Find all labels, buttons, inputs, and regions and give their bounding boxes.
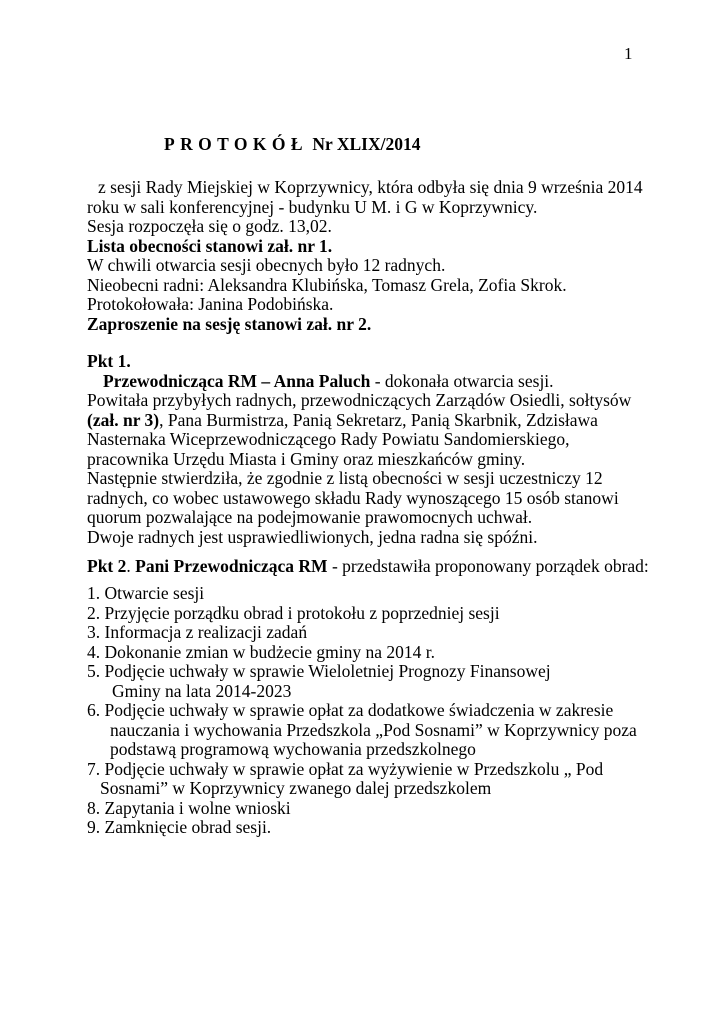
intro-line: Sesja rozpoczęła się o godz. 13,02. [87, 216, 332, 236]
pkt1-line: pracownika Urzędu Miasta i Gminy oraz mieszkańców gminy. [87, 448, 526, 469]
page-number: 1 [624, 44, 633, 63]
pkt2-rest: - przedstawiła proponowany porządek obrad: [327, 556, 649, 576]
agenda-item: 6. Podjęcie uchwały w sprawie opłat za dodatkowe świadczenia w zakresie [87, 700, 614, 720]
agenda-item: 3. Informacja z realizacji zadań [87, 622, 308, 642]
intro-section [87, 178, 717, 334]
agenda-item-cont: Gminy na lata 2014-2023 [112, 680, 292, 701]
agenda-item: 7. Podjęcie uchwały w sprawie opłat za wyżywienie w Przedszkolu „ Pod [87, 758, 604, 779]
pkt1-line: Dwoje radnych jest usprawiedliwionych, jedna radna się spóźni. [87, 526, 538, 547]
agenda-item-cont: podstawą programową wychowania przedszkolnego [110, 739, 476, 759]
agenda-item: 1. Otwarcie sesji [87, 583, 205, 603]
minutes-taker: Protokołowała: Janina Podobińska. [87, 294, 334, 314]
agenda-item: 2. Przyjęcie porządku obrad i protokołu z poprzedniej sesji [87, 602, 500, 623]
chair-action: - dokonała otwarcia sesji. [370, 370, 554, 391]
pkt2-section [87, 557, 717, 577]
agenda-item: 4. Dokonanie zmian w budżecie gminy na 2014 r. [87, 641, 435, 662]
pkt1-heading: Pkt 1. [87, 351, 131, 371]
pkt2-heading-line [87, 557, 717, 577]
attachment-3: (zał. nr 3) [87, 409, 160, 430]
intro-line: W chwili otwarcia sesji obecnych było 12 radnych. [87, 255, 446, 275]
intro-line: z sesji Rady Miejskiej w Koprzywnicy, która odbyła się dnia 9 września 2014 [98, 177, 643, 197]
absent-councillors: Nieobecni radni: Aleksandra Klubińska, Tomasz Grela, Zofia Skrok. [87, 274, 567, 295]
title-protokol: PROTOKÓŁ [164, 134, 309, 154]
pkt1-line-rest: , Pana Burmistrza, Panią Sekretarz, Panią Skarbnik, Zdzisława [159, 409, 598, 430]
document-title [164, 134, 420, 155]
invitation-note: Zaproszenie na sesję stanowi zał. nr 2. [87, 313, 372, 334]
pkt1-line: Powitała przybyłych radnych, przewodniczących Zarządów Osiedli, sołtysów [87, 390, 632, 410]
pkt1-line: radnych, co wobec ustawowego składu Rady wynoszącego 15 osób stanowi [87, 487, 619, 508]
chair-name: Przewodnicząca RM – Anna Paluch [103, 370, 371, 391]
pkt1-line [87, 411, 717, 431]
pkt1-section [87, 352, 717, 547]
agenda-list [87, 584, 717, 838]
title-number: Nr XLIX/2014 [312, 134, 421, 154]
pkt2-dot: . [126, 556, 136, 576]
agenda-item: 5. Podjęcie uchwały w sprawie Wieloletniej Prognozy Finansowej [87, 661, 551, 681]
attendance-list-note: Lista obecności stanowi zał. nr 1. [87, 235, 333, 256]
pkt1-line: Następnie stwierdziła, że zgodnie z listą obecności w sesji uczestniczy 12 [87, 468, 603, 488]
pkt1-line: Nasternaka Wiceprzewodniczącego Rady Powiatu Sandomierskiego, [87, 429, 570, 449]
pkt2-chair: Pani Przewodnicząca RM [135, 556, 328, 576]
agenda-item: 8. Zapytania i wolne wnioski [87, 797, 291, 818]
pkt1-chair-line [87, 372, 717, 392]
intro-line: roku w sali konferencyjnej - budynku U M. i G w Koprzywnicy. [87, 196, 538, 217]
agenda-item: 9. Zamknięcie obrad sesji. [87, 817, 272, 837]
pkt1-line: quorum pozwalające na podejmowanie prawomocnych uchwał. [87, 507, 533, 527]
pkt2-heading: Pkt 2 [87, 556, 127, 576]
agenda-item-cont: Sosnami” w Koprzywnicy zwanego dalej przedszkolem [100, 778, 492, 798]
agenda-item-cont: nauczania i wychowania Przedszkola „Pod Sosnami” w Koprzywnicy poza [110, 719, 637, 740]
